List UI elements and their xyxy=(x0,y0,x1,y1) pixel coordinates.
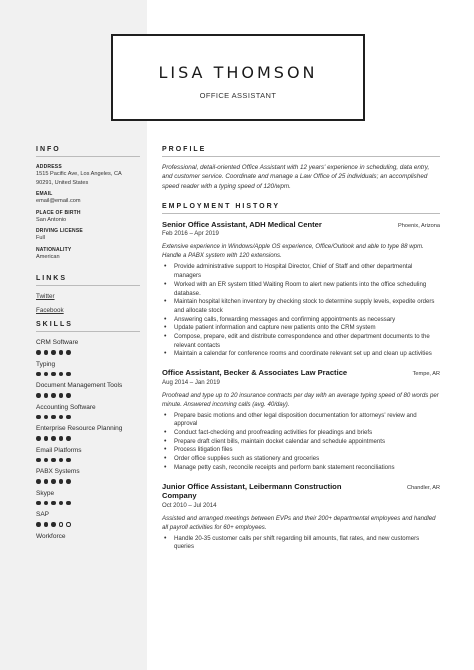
skill-name: SAP xyxy=(36,511,50,518)
job-dates: Aug 2014 – Jan 2019 xyxy=(162,378,220,386)
rating-dot xyxy=(44,436,49,441)
job-summary: Extensive experience in Windows/Apple OS experience, Office/Outlook and able to type 88 wpm. Handle a PABX system with 120 extensions. xyxy=(162,243,424,260)
skill-rating xyxy=(36,393,140,398)
rating-dot xyxy=(44,393,49,398)
rating-dot xyxy=(66,479,71,484)
rating-dot xyxy=(59,501,64,506)
rating-dot xyxy=(59,415,64,420)
rating-dot xyxy=(36,372,41,377)
rating-dot xyxy=(44,458,49,463)
skills-section xyxy=(36,321,140,541)
info-label-license: DRIVING LICENSE xyxy=(36,228,83,234)
profile-summary: Professional, detail-oriented Office Assistant with 12 years' experience in scheduling, data entry, and customer service. Coordinate and manage a Law Office of 25 individuals; an accomplished speed reader with a typing speed of 120/wpm. xyxy=(162,164,430,190)
rating-dot xyxy=(66,415,71,420)
skill-name: Skype xyxy=(36,489,55,497)
job-bullet: • Prepare draft client bills, maintain docket calendar and schedule appointments xyxy=(162,438,440,447)
profile-heading: PROFILE xyxy=(162,146,440,157)
info-value-address: 1515 Pacific Ave, Los Angeles, CA 90291, United States xyxy=(36,171,122,186)
job-bullet: • Maintain a calendar for conference rooms and coordinate relevant set up and clean up activities xyxy=(162,350,440,359)
rating-dot xyxy=(59,522,64,527)
job-header xyxy=(162,482,440,501)
job-bullet: • Process litigation files xyxy=(162,446,440,455)
employment-heading: EMPLOYMENT HISTORY xyxy=(162,203,440,214)
job-entry xyxy=(162,220,440,359)
job-summary: Assisted and arranged meetings between EVPs and their 200+ departmental employees and handled all payroll activities for 60+ employees. xyxy=(162,514,436,531)
skills-list xyxy=(36,339,140,541)
job-title: Senior Office Assistant, ADH Medical Center xyxy=(162,219,322,229)
info-value-birthplace: San Antonio xyxy=(36,216,67,223)
job-dates: Feb 2016 – Apr 2019 xyxy=(162,230,219,238)
job-entry xyxy=(162,482,440,552)
skill-rating xyxy=(36,458,140,463)
rating-dot xyxy=(36,522,41,527)
job-bullet: • Worked with an ER system titled Waiting Room to alert new patients into the office scheduling database. xyxy=(162,281,440,298)
job-bullet: • Order office supplies such as stationery and groceries xyxy=(162,455,440,464)
info-value-email: email@email.com xyxy=(36,198,81,204)
main-content xyxy=(162,146,440,561)
rating-dot xyxy=(36,415,41,420)
job-title: Office Assistant, Becker & Associates Law Practice xyxy=(162,368,348,378)
job-bullet: • Manage petty cash, reconcile receipts and perform bank statement reconciliations xyxy=(162,464,440,473)
rating-dot xyxy=(59,372,64,377)
rating-dot xyxy=(51,501,56,506)
twitter-link[interactable]: Twitter xyxy=(36,293,55,300)
job-location: Tempe, AR xyxy=(412,371,440,378)
rating-dot xyxy=(59,479,64,484)
rating-dot xyxy=(36,501,41,506)
job-title: Junior Office Assistant, Leibermann Construction Company xyxy=(162,481,342,501)
rating-dot xyxy=(36,436,41,441)
info-label-email: EMAIL xyxy=(36,191,53,197)
skill-name: Document Management Tools xyxy=(36,382,123,389)
skill-name: Workforce xyxy=(36,532,66,540)
rating-dot xyxy=(36,393,41,398)
job-bullet: • Answering calls, forwarding messages and confirming appointments as necessary xyxy=(162,316,440,325)
info-list xyxy=(36,164,140,261)
skill-name: Enterprise Resource Planning xyxy=(36,425,123,432)
job-bullet: • Compose, prepare, edit and distribute correspondence and other department documents to the relevant contacts xyxy=(162,333,440,350)
rating-dot xyxy=(59,436,64,441)
info-label-birthplace: PLACE OF BIRTH xyxy=(36,209,81,216)
job-bullet: • Prepare basic motions and other legal disposition documentation for attorneys' review and approval xyxy=(162,412,440,429)
skill-name: Accounting Software xyxy=(36,403,96,411)
job-location: Phoenix, Arizona xyxy=(398,222,440,229)
job-bullets xyxy=(162,412,440,473)
job-bullet: • Maintain hospital kitchen inventory by checking stock to determine supply levels, expedite orders and allocate stock xyxy=(162,298,440,315)
rating-dot xyxy=(66,436,71,441)
skills-heading: SKILLS xyxy=(36,321,140,332)
rating-dot xyxy=(44,522,49,527)
skill-name: Typing xyxy=(36,360,56,368)
info-label-address: ADDRESS xyxy=(36,164,62,170)
skill-rating xyxy=(36,479,140,484)
links-section xyxy=(36,275,140,314)
rating-dot xyxy=(51,436,56,441)
job-bullet: • Provide administrative support to Hospital Director, Chief of Staff and other departmental managers xyxy=(162,263,440,280)
job-header xyxy=(162,220,440,230)
job-bullets xyxy=(162,535,440,552)
rating-dot xyxy=(66,372,71,377)
rating-dot xyxy=(59,458,64,463)
rating-dot xyxy=(51,479,56,484)
rating-dot xyxy=(66,458,71,463)
rating-dot xyxy=(66,350,71,355)
rating-dot xyxy=(36,479,41,484)
job-bullet: • Update patient information and capture new patients onto the CRM system xyxy=(162,324,440,333)
skill-rating xyxy=(36,501,140,506)
job-bullets xyxy=(162,263,440,359)
name-header-box xyxy=(111,34,365,121)
info-value-nationality: American xyxy=(36,253,60,260)
info-value-license: Full xyxy=(36,235,46,241)
skill-rating xyxy=(36,436,140,441)
rating-dot xyxy=(44,372,49,377)
rating-dot xyxy=(51,372,56,377)
job-bullet: • Conduct fact-checking and proofreading activities for pleadings and briefs xyxy=(162,429,440,438)
skill-name: CRM Software xyxy=(36,339,79,346)
skill-rating xyxy=(36,372,140,377)
skill-rating xyxy=(36,522,140,527)
facebook-link[interactable]: Facebook xyxy=(36,307,64,314)
rating-dot xyxy=(51,415,56,420)
rating-dot xyxy=(44,479,49,484)
rating-dot xyxy=(59,350,64,355)
rating-dot xyxy=(66,501,71,506)
job-location: Chandler, AR xyxy=(407,484,440,491)
rating-dot xyxy=(36,350,41,355)
info-heading: INFO xyxy=(36,146,140,157)
rating-dot xyxy=(66,522,71,527)
skill-name: Email Platforms xyxy=(36,446,82,454)
rating-dot xyxy=(44,350,49,355)
links-heading: LINKS xyxy=(36,275,140,286)
candidate-role: OFFICE ASSISTANT xyxy=(199,91,277,100)
info-label-nationality: NATIONALITY xyxy=(36,246,72,253)
job-header xyxy=(162,368,440,378)
jobs-list xyxy=(162,220,440,552)
skill-rating xyxy=(36,415,140,420)
rating-dot xyxy=(59,393,64,398)
rating-dot xyxy=(66,393,71,398)
job-bullet: • Handle 20-35 customer calls per shift regarding bill amounts, flat rates, and new customers queries xyxy=(162,535,440,552)
rating-dot xyxy=(44,501,49,506)
skill-rating xyxy=(36,350,140,355)
candidate-name: LISA THOMSON xyxy=(158,63,318,82)
rating-dot xyxy=(51,393,56,398)
rating-dot xyxy=(44,415,49,420)
rating-dot xyxy=(51,522,56,527)
rating-dot xyxy=(51,350,56,355)
rating-dot xyxy=(51,458,56,463)
job-dates: Oct 2010 – Jul 2014 xyxy=(162,501,217,509)
job-summary: Proofread and type up to 20 insurance contracts per day with an average typing speed of 80 words per minute. Answered incoming calls (avg. 40/day). xyxy=(162,391,439,408)
rating-dot xyxy=(36,458,41,463)
skill-name: PABX Systems xyxy=(36,468,80,475)
job-entry xyxy=(162,368,440,472)
sidebar-content xyxy=(36,146,140,541)
